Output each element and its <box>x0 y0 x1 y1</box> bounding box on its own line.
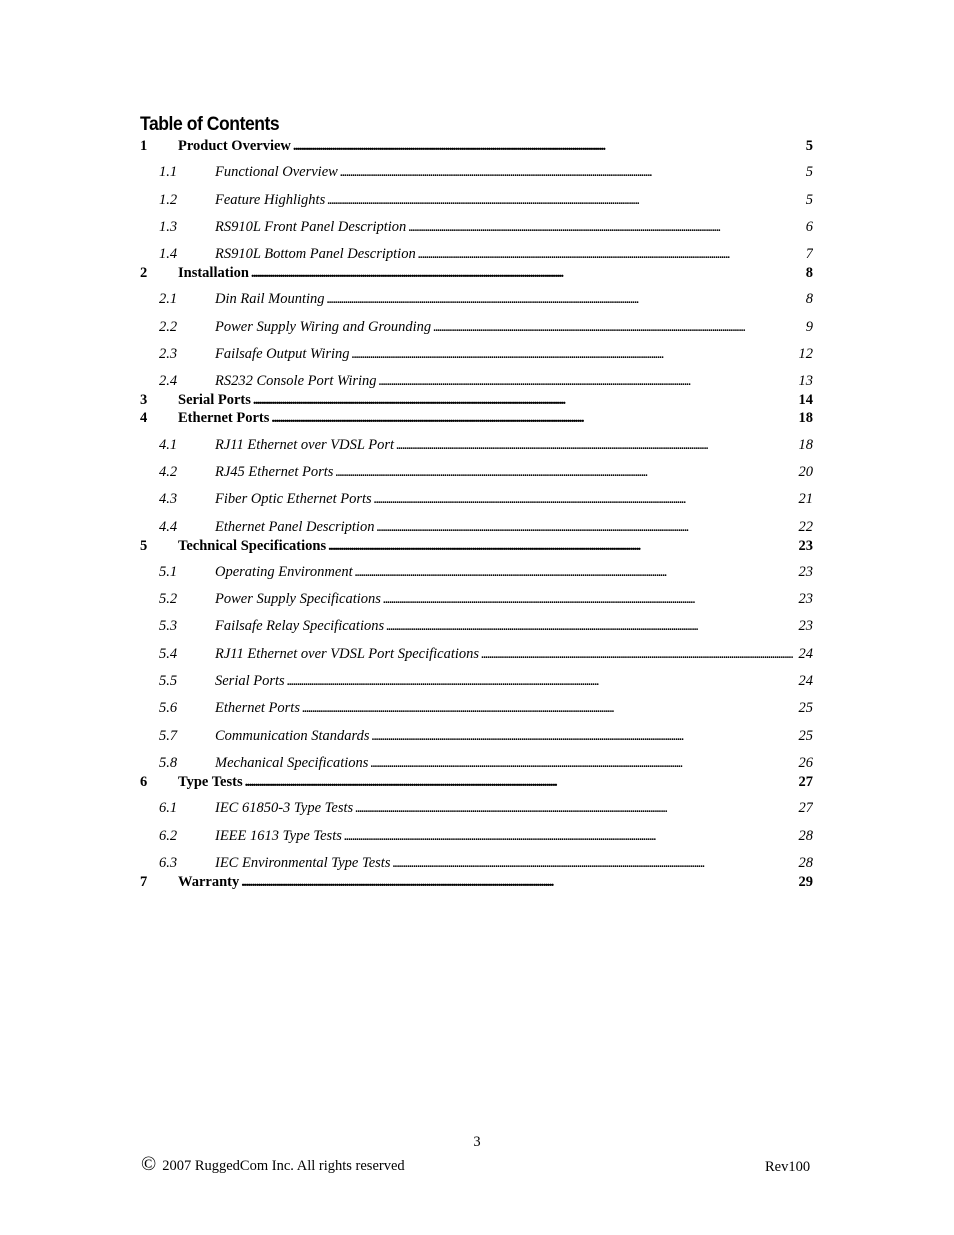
toc-entry-title: RS910L Front Panel Description <box>215 218 407 235</box>
toc-entry-page: 24 <box>798 645 813 662</box>
toc-entry-section[interactable] <box>140 718 813 745</box>
toc-entry-page: 21 <box>798 491 813 508</box>
toc-entry-title: Type Tests <box>178 773 243 790</box>
toc-entry-page: 6 <box>805 218 813 235</box>
toc-entry-number: 4.3 <box>159 491 178 508</box>
toc-dot-leader <box>344 827 797 845</box>
toc-entry-number: 4 <box>140 410 148 427</box>
toc-entry-title: Feature Highlights <box>215 191 326 208</box>
toc-entry-title: Serial Ports <box>215 673 285 690</box>
toc-entry-number: 5.8 <box>159 754 178 771</box>
toc-entry-chapter[interactable] <box>140 873 813 891</box>
toc-entry-number: 5.4 <box>159 645 178 662</box>
toc-entry-title: RS910L Bottom Panel Description <box>215 246 416 263</box>
toc-entry-page: 28 <box>798 827 813 844</box>
toc-dot-leader <box>327 191 804 209</box>
toc-entry-title: Failsafe Output Wiring <box>215 346 350 363</box>
toc-dot-leader <box>287 672 797 690</box>
table-of-contents <box>140 137 813 891</box>
toc-dot-leader <box>302 699 797 717</box>
toc-entry-title: Power Supply Wiring and Grounding <box>215 318 432 335</box>
toc-entry-title: Power Supply Specifications <box>215 591 381 608</box>
toc-entry-number: 6.3 <box>159 854 178 871</box>
toc-entry-title: Communication Standards <box>215 727 370 744</box>
toc-entry-page: 18 <box>798 436 813 453</box>
toc-dot-leader <box>379 372 797 390</box>
toc-entry-page: 22 <box>798 518 813 535</box>
toc-entry-title: RS232 Console Port Wiring <box>215 373 377 390</box>
toc-entry-number: 5.3 <box>159 618 178 635</box>
toc-entry-section[interactable] <box>140 482 813 509</box>
toc-entry-title: RJ45 Ethernet Ports <box>215 463 334 480</box>
toc-entry-section[interactable] <box>140 182 813 209</box>
toc-entry-number: 2.3 <box>159 346 178 363</box>
toc-entry-number: 5.5 <box>159 673 178 690</box>
toc-entry-number: 6.1 <box>159 800 178 817</box>
toc-entry-chapter[interactable] <box>140 137 813 155</box>
toc-entry-number: 6.2 <box>159 827 178 844</box>
toc-entry-section[interactable] <box>140 210 813 237</box>
toc-entry-section[interactable] <box>140 282 813 309</box>
toc-entry-title: Fiber Optic Ethernet Ports <box>215 491 372 508</box>
toc-entry-page: 27 <box>798 773 813 790</box>
toc-entry-page: 25 <box>798 700 813 717</box>
copyright-icon: © <box>141 1153 157 1175</box>
copyright-text: 2007 RuggedCom Inc. All rights reserved <box>162 1157 405 1174</box>
toc-dot-leader <box>392 854 796 872</box>
toc-entry-chapter[interactable] <box>140 409 813 427</box>
toc-entry-page: 28 <box>798 854 813 871</box>
toc-entry-number: 1 <box>140 138 148 154</box>
toc-entry-title: Functional Overview <box>215 164 338 181</box>
toc-entry-title: Mechanical Specifications <box>215 754 369 771</box>
toc-entry-page: 13 <box>798 373 813 390</box>
revision-label: Rev100 <box>765 1159 811 1175</box>
toc-dot-leader <box>418 245 804 263</box>
toc-entry-page: 25 <box>798 727 813 744</box>
toc-entry-page: 26 <box>798 754 813 771</box>
toc-entry-section[interactable] <box>140 746 813 773</box>
toc-dot-leader <box>355 563 797 581</box>
toc-entry-title: Ethernet Panel Description <box>215 518 375 535</box>
toc-entry-number: 2.4 <box>159 373 178 390</box>
toc-entry-title: Failsafe Relay Specifications <box>215 618 385 635</box>
toc-entry-number: 4.2 <box>159 463 178 480</box>
toc-entry-page: 27 <box>798 800 813 817</box>
toc-dot-leader <box>396 436 796 454</box>
toc-dot-leader <box>355 799 796 817</box>
toc-entry-page: 29 <box>798 873 813 890</box>
toc-dot-leader <box>293 137 804 155</box>
toc-entry-title: RJ11 Ethernet over VDSL Port <box>215 436 395 453</box>
toc-dot-leader <box>408 218 803 236</box>
toc-entry-page: 24 <box>798 673 813 690</box>
toc-entry-page: 9 <box>805 318 813 335</box>
toc-entry-title: Serial Ports <box>178 392 251 409</box>
toc-entry-section[interactable] <box>140 309 813 336</box>
toc-entry-page: 8 <box>805 265 813 282</box>
toc-dot-leader <box>335 463 796 481</box>
toc-entry-number: 5.1 <box>159 563 178 580</box>
toc-entry-page: 5 <box>805 138 813 154</box>
page-number: 3 <box>473 1134 481 1150</box>
toc-entry-chapter[interactable] <box>140 391 813 409</box>
toc-entry-number: 7 <box>140 873 148 890</box>
toc-entry-page: 20 <box>798 463 813 480</box>
toc-dot-leader <box>245 773 797 791</box>
toc-entry-section[interactable] <box>140 691 813 718</box>
toc-entry-chapter[interactable] <box>140 264 813 282</box>
toc-entry-title: IEEE 1613 Type Tests <box>215 827 342 844</box>
toc-entry-title: IEC Environmental Type Tests <box>215 854 391 871</box>
toc-entry-title: Ethernet Ports <box>178 410 270 427</box>
toc-entry-section[interactable] <box>140 155 813 182</box>
toc-dot-leader <box>433 318 804 336</box>
toc-entry-title: Operating Environment <box>215 563 353 580</box>
toc-entry-number: 6 <box>140 773 148 790</box>
toc-entry-section[interactable] <box>140 237 813 264</box>
toc-entry-page: 14 <box>798 392 813 409</box>
toc-entry-page: 18 <box>798 410 813 427</box>
toc-entry-number: 5.6 <box>159 700 178 717</box>
toc-entry-number: 1.3 <box>159 218 178 235</box>
toc-entry-section[interactable] <box>140 664 813 691</box>
toc-dot-leader <box>253 391 797 409</box>
toc-entry-number: 1.2 <box>159 191 178 208</box>
toc-entry-title: IEC 61850-3 Type Tests <box>215 800 354 817</box>
toc-entry-number: 5 <box>140 537 148 554</box>
toc-entry-number: 2.2 <box>159 318 178 335</box>
toc-entry-number: 1.1 <box>159 164 178 181</box>
toc-entry-title: Installation <box>178 265 249 282</box>
toc-dot-leader <box>386 617 796 635</box>
footer-copyright <box>141 1153 405 1176</box>
toc-entry-section[interactable] <box>140 509 813 536</box>
toc-entry-number: 4.4 <box>159 518 178 535</box>
toc-dot-leader <box>271 409 796 427</box>
toc-entry-page: 23 <box>798 537 813 554</box>
toc-title: Table of Contents <box>140 113 280 135</box>
toc-entry-number: 4.1 <box>159 436 178 453</box>
toc-entry-section[interactable] <box>140 636 813 663</box>
toc-entry-section[interactable] <box>140 455 813 482</box>
toc-entry-title: Technical Specifications <box>178 537 327 554</box>
toc-entry-section[interactable] <box>140 555 813 582</box>
toc-dot-leader <box>327 290 804 308</box>
toc-entry-title: Ethernet Ports <box>215 700 300 717</box>
toc-entry-page: 23 <box>798 591 813 608</box>
toc-dot-leader <box>241 873 796 891</box>
toc-entry-section[interactable] <box>140 818 813 845</box>
toc-entry-page: 23 <box>798 563 813 580</box>
toc-dot-leader <box>376 518 796 536</box>
toc-dot-leader <box>374 490 797 508</box>
toc-entry-chapter[interactable] <box>140 537 813 555</box>
toc-entry-page: 12 <box>798 346 813 363</box>
toc-entry-page: 23 <box>798 618 813 635</box>
toc-dot-leader <box>383 590 797 608</box>
toc-dot-leader <box>251 264 804 282</box>
toc-entry-page: 8 <box>805 291 813 308</box>
toc-entry-number: 2.1 <box>159 291 178 308</box>
toc-dot-leader <box>370 754 796 772</box>
toc-dot-leader <box>481 645 796 663</box>
toc-entry-page: 5 <box>805 164 813 181</box>
toc-entry-number: 5.2 <box>159 591 178 608</box>
toc-entry-title: Din Rail Mounting <box>215 291 325 308</box>
toc-entry-title: Warranty <box>178 873 240 890</box>
toc-entry-page: 7 <box>805 246 813 263</box>
toc-entry-number: 1.4 <box>159 246 178 263</box>
toc-entry-section[interactable] <box>140 364 813 391</box>
toc-entry-section[interactable] <box>140 791 813 818</box>
toc-dot-leader <box>352 345 797 363</box>
toc-entry-section[interactable] <box>140 337 813 364</box>
toc-entry-chapter[interactable] <box>140 773 813 791</box>
toc-entry-title: RJ11 Ethernet over VDSL Port Specifications <box>215 645 480 662</box>
toc-entry-number: 2 <box>140 265 148 282</box>
toc-entry-section[interactable] <box>140 427 813 454</box>
toc-dot-leader <box>328 537 796 555</box>
toc-entry-number: 3 <box>140 392 148 409</box>
toc-entry-number: 5.7 <box>159 727 178 744</box>
toc-entry-section[interactable] <box>140 609 813 636</box>
toc-dot-leader <box>372 727 797 745</box>
toc-entry-title: Product Overview <box>178 138 291 154</box>
toc-entry-section[interactable] <box>140 846 813 873</box>
toc-entry-page: 5 <box>805 191 813 208</box>
toc-dot-leader <box>340 163 804 181</box>
toc-entry-section[interactable] <box>140 582 813 609</box>
